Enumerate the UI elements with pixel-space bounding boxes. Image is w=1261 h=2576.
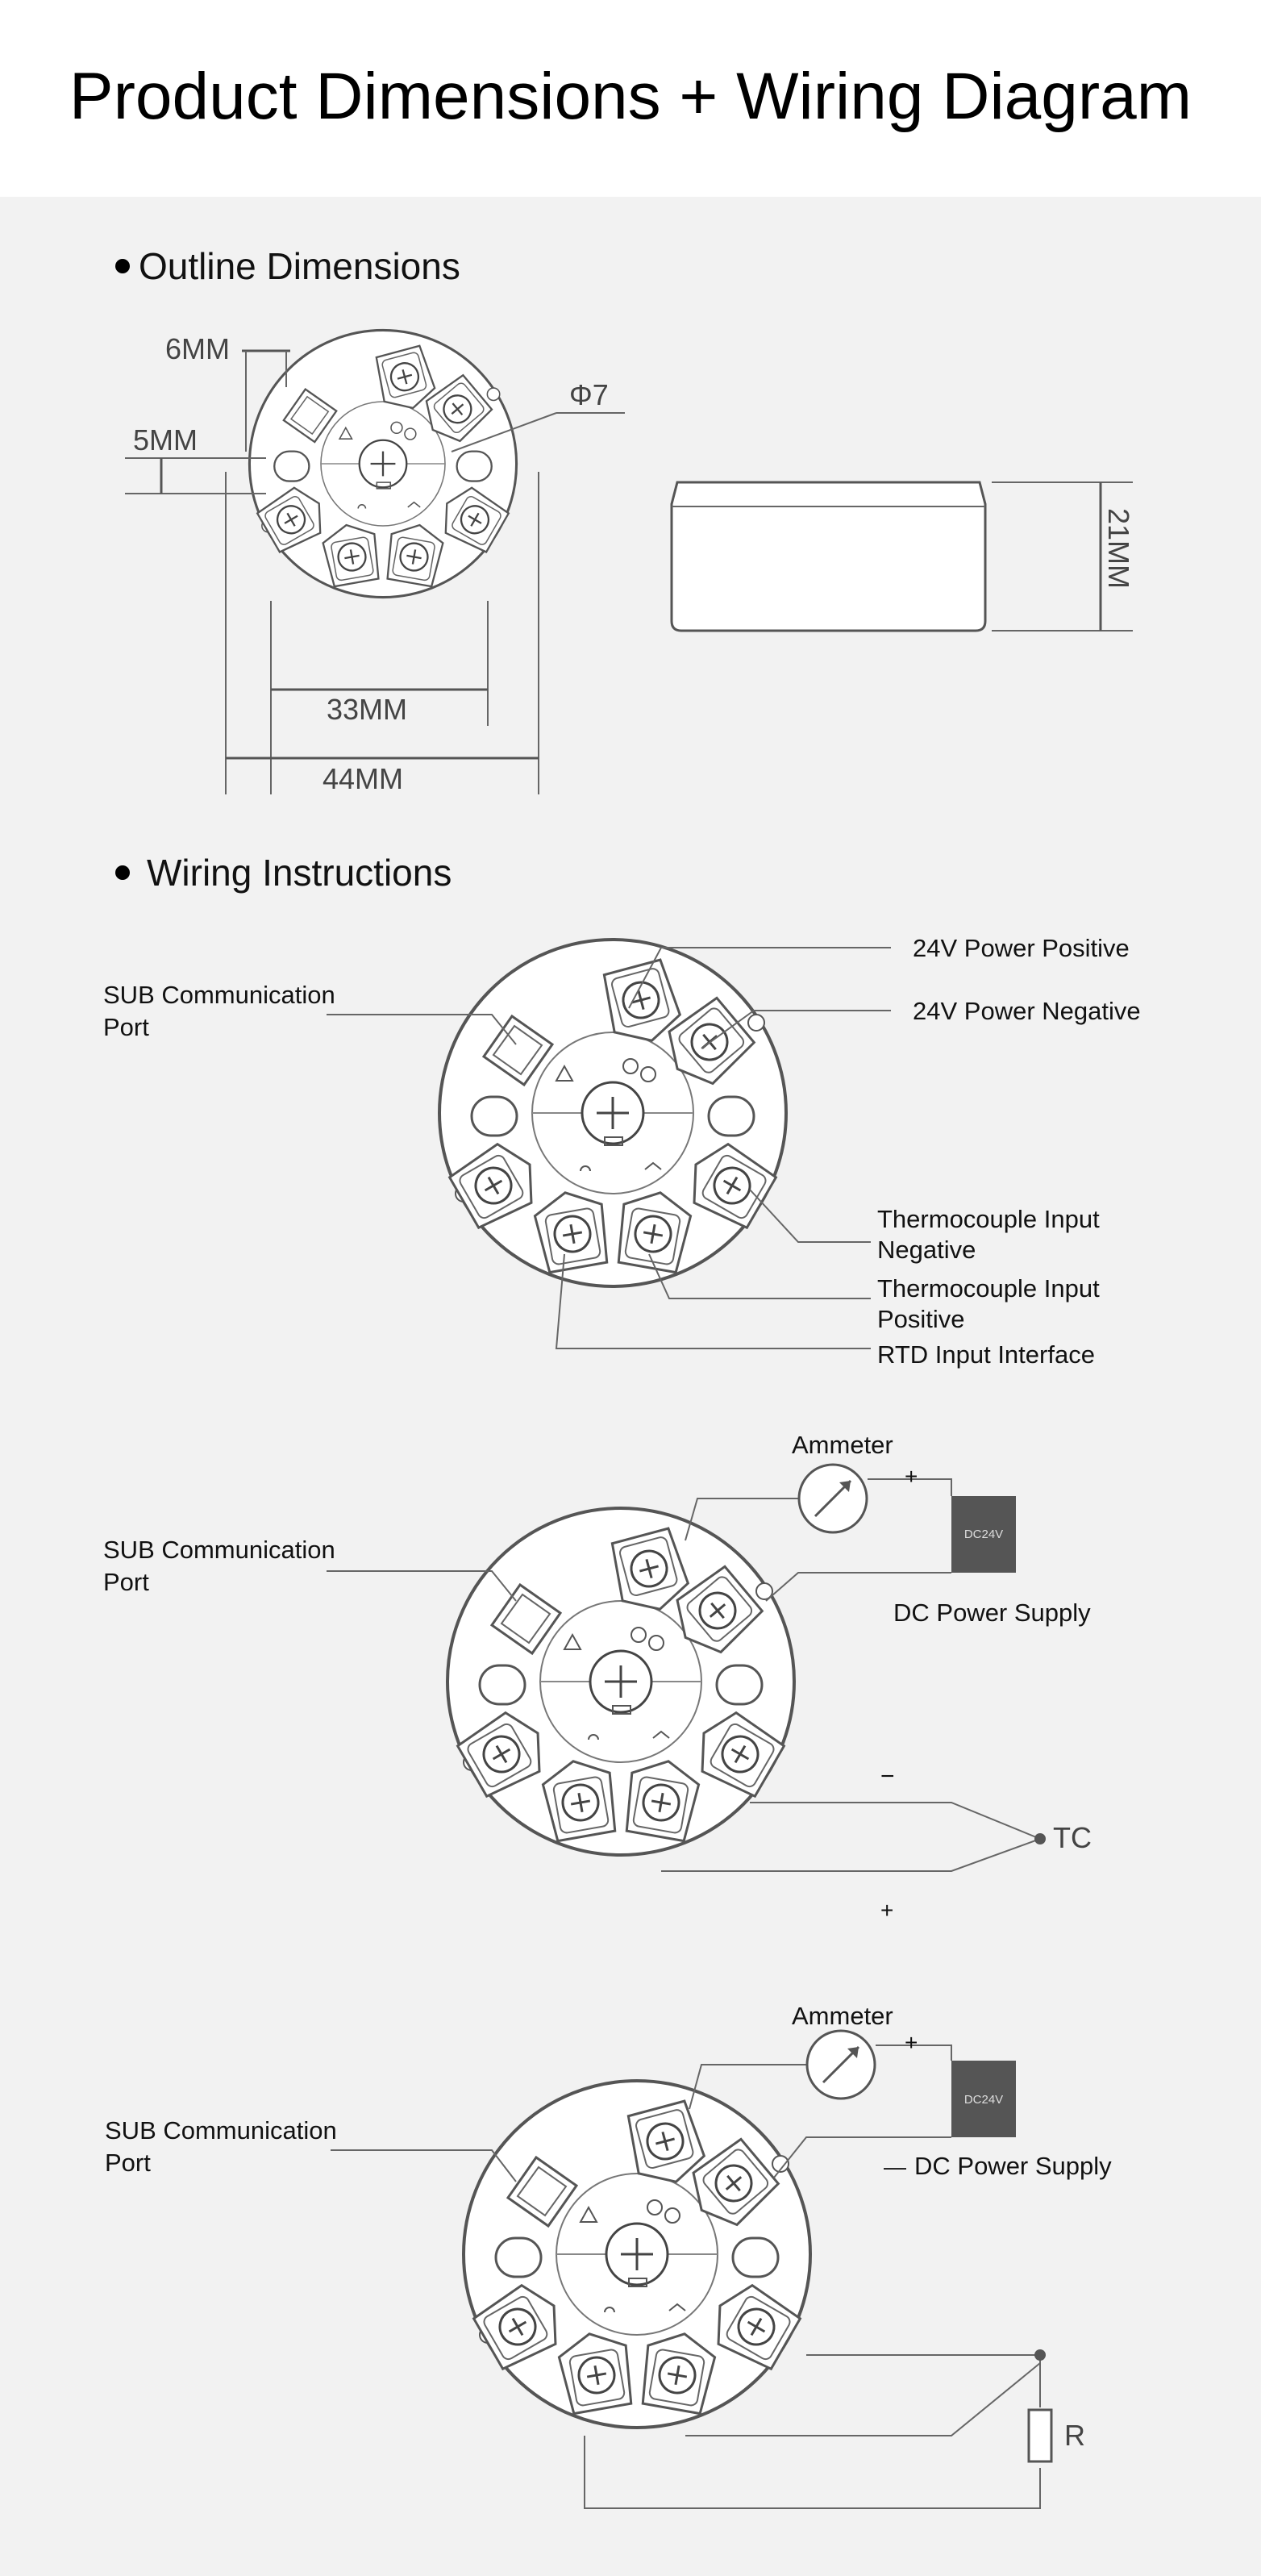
d1-24v-negative-label: 24V Power Negative bbox=[913, 997, 1141, 1025]
d3-plus-label: + bbox=[905, 2030, 918, 2055]
d3-dash-label: — bbox=[884, 2154, 906, 2179]
d2-plus2-label: + bbox=[880, 1898, 894, 1923]
outline-side-view bbox=[672, 482, 1135, 631]
outline-top-view bbox=[125, 330, 625, 795]
d3-dc-supply-label: DC Power Supply bbox=[914, 2152, 1112, 2180]
d1-24v-positive-label: 24V Power Positive bbox=[913, 934, 1130, 962]
d2-plus-label: + bbox=[905, 1464, 918, 1489]
wiring-diagram-3 bbox=[105, 2002, 1112, 2508]
d3-sub-port-label: SUB Communication Port bbox=[105, 2116, 337, 2177]
d2-dc-supply-label: DC Power Supply bbox=[893, 1599, 1091, 1627]
outline-heading: Outline Dimensions bbox=[139, 245, 460, 287]
dim-phi7: Φ7 bbox=[569, 378, 609, 411]
wiring-heading: Wiring Instructions bbox=[147, 852, 452, 894]
dim-21mm: 21MM bbox=[1102, 508, 1135, 590]
d3-ammeter-icon bbox=[807, 2031, 875, 2099]
d2-dc24v-text: DC24V bbox=[963, 1528, 1004, 1541]
d3-r-label: R bbox=[1064, 2419, 1085, 2452]
d3-dc24v-text: DC24V bbox=[963, 2093, 1004, 2107]
page-title: Product Dimensions + Wiring Diagram bbox=[69, 60, 1192, 133]
d2-ammeter-icon bbox=[799, 1465, 867, 1532]
bullet-dot bbox=[115, 865, 130, 880]
d2-ammeter-label: Ammeter bbox=[792, 1431, 893, 1459]
d3-resistor-icon bbox=[1029, 2410, 1051, 2461]
d3-ammeter-label: Ammeter bbox=[792, 2002, 893, 2030]
d2-tc-label: TC bbox=[1053, 1821, 1092, 1854]
wiring-diagram-1 bbox=[103, 934, 1141, 1369]
d1-rtd-label: RTD Input Interface bbox=[877, 1340, 1095, 1369]
d2-minus-label: − bbox=[880, 1763, 895, 1790]
dim-44mm: 44MM bbox=[323, 762, 404, 795]
wiring-diagram-2 bbox=[103, 1431, 1092, 1923]
bullet-dot bbox=[115, 259, 130, 273]
d2-sub-port-label: SUB Communication Port bbox=[103, 1536, 335, 1596]
d1-sub-port-label: SUB Communication Port bbox=[103, 981, 335, 1041]
d1-tc-negative-label: Thermocouple Input Negative bbox=[877, 1205, 1100, 1264]
dim-6mm: 6MM bbox=[165, 332, 230, 365]
dim-33mm: 33MM bbox=[327, 693, 408, 726]
d1-tc-positive-label: Thermocouple Input Positive bbox=[877, 1274, 1100, 1333]
dim-5mm: 5MM bbox=[133, 423, 198, 456]
